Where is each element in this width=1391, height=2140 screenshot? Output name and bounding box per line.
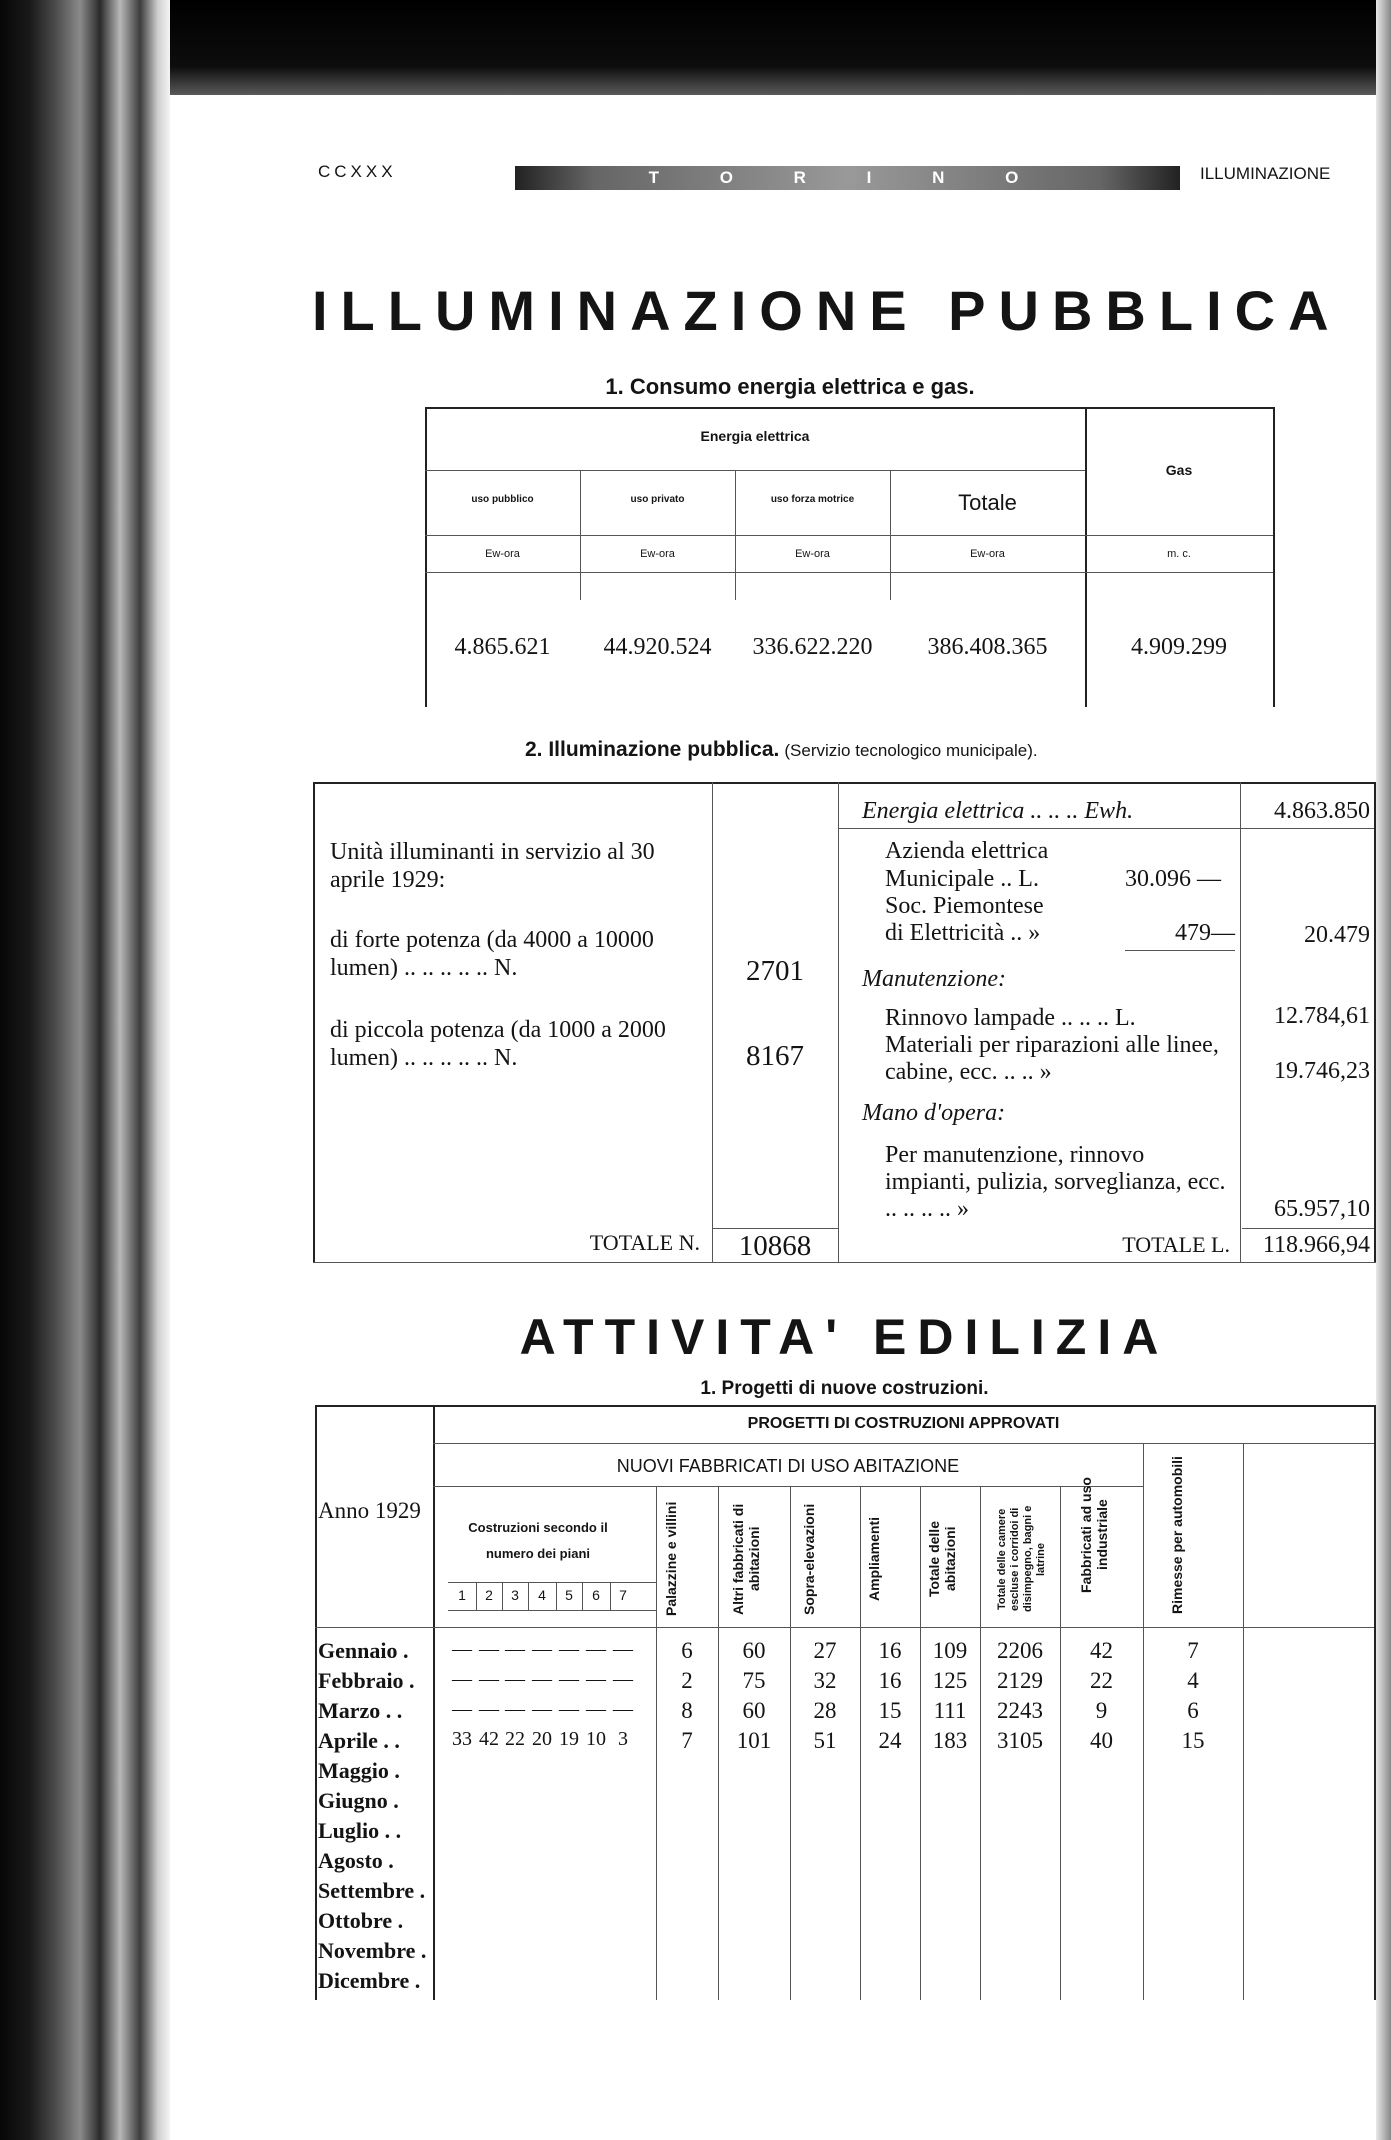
floor-divider	[610, 1582, 611, 1610]
floor-cell: —	[532, 1698, 552, 1720]
value-cell: 4	[1187, 1668, 1199, 1693]
elettricita-label: di Elettricità .. »	[885, 920, 1041, 946]
unit-4: Ew-ora	[970, 548, 1005, 560]
floor-cell: 10	[586, 1728, 606, 1750]
vertical-header: Rimesse per automobili	[1169, 1456, 1185, 1614]
month-label: Febbraio .	[318, 1668, 415, 1693]
vertical-header: Palazzine e villini	[663, 1501, 679, 1617]
floor-cell: 20	[532, 1728, 552, 1750]
value-cell: 2129	[997, 1668, 1043, 1693]
value-cell: 60	[742, 1698, 766, 1723]
month-label: Dicembre .	[318, 1968, 421, 1993]
vertical-header: Sopra-elevazioni	[801, 1503, 817, 1615]
value-totale: 386.408.365	[927, 634, 1048, 660]
municipale-value: 30.096 —	[1125, 866, 1221, 892]
azienda-label: Azienda elettrica	[885, 838, 1049, 864]
vertical-header: Altri fabbricati di abitazioni	[730, 1503, 762, 1615]
floor-number: 3	[511, 1587, 519, 1603]
value-cell: 60	[742, 1638, 766, 1663]
forte-potenza-value: 2701	[746, 955, 804, 987]
value-cell: 15	[1181, 1728, 1205, 1753]
value-cell: 42	[1090, 1638, 1113, 1663]
floor-cell: —	[479, 1638, 499, 1660]
rinnovo-value: 12.784,61	[1274, 1003, 1370, 1029]
col-totale: Totale	[958, 490, 1017, 515]
piccola-potenza-label: di piccola potenza (da 1000 a 2000 lumen) .. .. .. .. .. N.	[330, 1017, 666, 1071]
table2-title	[525, 738, 1185, 762]
floor-cell: —	[505, 1698, 525, 1720]
month-label: Luglio . .	[318, 1818, 402, 1843]
floor-cell: —	[532, 1668, 552, 1690]
floor-cell: —	[559, 1638, 579, 1660]
costruzioni-header: Costruzioni secondo il numero dei piani	[468, 1520, 608, 1561]
forte-potenza-label: di forte potenza (da 4000 a 10000 lumen) .. .. .. .. .. N.	[330, 927, 654, 981]
floor-number: 1	[458, 1587, 466, 1603]
table2-subtitle: (Servizio tecnologico municipale).	[784, 741, 1038, 760]
value-cell: 28	[813, 1698, 837, 1723]
scan-top-border	[0, 0, 1391, 95]
energia-value: 4.863.850	[1274, 798, 1370, 824]
floor-cell: 42	[479, 1728, 499, 1750]
month-label: Ottobre .	[318, 1908, 404, 1933]
value-cell: 6	[681, 1638, 693, 1663]
floor-number: 6	[592, 1587, 600, 1603]
piccola-potenza-value: 8167	[746, 1040, 804, 1072]
per-manutenzione-label: Per manutenzione, rinnovo impianti, pulizia, sorveglianza, ecc. .. .. .. .. »	[885, 1142, 1226, 1222]
col-uso-privato: uso privato	[630, 494, 685, 505]
floor-cell: —	[586, 1698, 606, 1720]
value-cell: 9	[1095, 1698, 1108, 1723]
vertical-header: Totale delle camere escluse i corridoi di disimpegno, bagni e latrine	[996, 1505, 1047, 1613]
floor-number: 7	[619, 1587, 627, 1603]
edilizia-subtitle: 1. Progetti di nuove costruzioni.	[700, 1378, 989, 1399]
section-label: ILLUMINAZIONE	[1200, 164, 1331, 183]
floor-cell: 22	[505, 1728, 525, 1750]
value-cell: 125	[932, 1668, 968, 1693]
floor-number: 4	[538, 1587, 546, 1603]
book-spine-shadow	[0, 0, 170, 2140]
value-uso-pubblico: 4.865.621	[454, 634, 551, 660]
floor-number: 2	[485, 1587, 493, 1603]
floor-divider	[556, 1582, 557, 1610]
materiali-value: 19.746,23	[1274, 1058, 1370, 1084]
floor-cell: 33	[452, 1728, 472, 1750]
energia-label: Energia elettrica .. .. .. Ewh.	[862, 798, 1134, 824]
floor-cell: —	[559, 1698, 579, 1720]
floor-cell: —	[586, 1668, 606, 1690]
header-band: T O R I N O	[515, 166, 1180, 190]
municipale-label: Municipale .. L.	[885, 866, 1039, 892]
value-cell: 16	[878, 1638, 902, 1663]
month-label: Giugno .	[318, 1788, 399, 1813]
table2-title-text: 2. Illuminazione pubblica.	[525, 738, 780, 761]
floor-cell: 3	[618, 1728, 628, 1750]
page-title: ILLUMINAZIONE PUBBLICA	[312, 279, 1342, 342]
month-label: Marzo . .	[318, 1698, 403, 1723]
unit-5: m. c.	[1167, 548, 1191, 560]
manutenzione-label: Manutenzione:	[862, 966, 1006, 992]
units-intro: Unità illuminanti in servizio al 30 aprile 1929:	[330, 839, 655, 893]
floor-cell: —	[613, 1668, 633, 1690]
unit-2: Ew-ora	[640, 548, 675, 560]
value-cell: 75	[742, 1668, 766, 1693]
month-label: Maggio .	[318, 1758, 400, 1783]
value-cell: 111	[933, 1698, 967, 1723]
rinnovo-label: Rinnovo lampade .. .. .. L.	[885, 1005, 1136, 1031]
anno-header: Anno 1929	[318, 1498, 421, 1523]
table1-title: 1. Consumo energia elettrica e gas.	[605, 374, 975, 399]
progetti-header: PROGETTI DI COSTRUZIONI APPROVATI	[747, 1415, 1060, 1432]
floor-cell: —	[586, 1638, 606, 1660]
scan-right-edge	[1376, 0, 1391, 2140]
floor-cell: —	[613, 1638, 633, 1660]
floor-divider	[502, 1582, 503, 1610]
col-forza-motrice: uso forza motrice	[770, 494, 855, 505]
per-manutenzione-value: 65.957,10	[1274, 1196, 1370, 1222]
elettricita-total: 20.479	[1304, 922, 1370, 948]
floor-divider	[528, 1582, 529, 1610]
floor-divider	[476, 1582, 477, 1610]
value-cell: 2	[681, 1668, 693, 1693]
value-cell: 101	[736, 1728, 772, 1753]
unit-1: Ew-ora	[485, 548, 520, 560]
floor-cell: —	[452, 1638, 472, 1660]
value-cell: 24	[878, 1728, 902, 1753]
vertical-header: Fabbricati ad uso industriale	[1077, 1477, 1110, 1593]
elettricita-value: 479—	[1175, 920, 1235, 946]
vertical-header: Ampliamenti	[866, 1517, 882, 1602]
page-number: CCXXX	[318, 162, 397, 181]
floor-cell: —	[559, 1668, 579, 1690]
value-cell: 8	[681, 1698, 693, 1723]
totale-n-value: 10868	[738, 1230, 812, 1262]
nuovi-fabbricati-header: NUOVI FABBRICATI DI USO ABITAZIONE	[616, 1456, 960, 1476]
totale-n-label: TOTALE N.	[589, 1230, 700, 1255]
floor-cell: —	[479, 1698, 499, 1720]
value-cell: 16	[878, 1668, 902, 1693]
value-cell: 2243	[997, 1698, 1043, 1723]
floor-divider	[582, 1582, 583, 1610]
month-label: Gennaio .	[318, 1638, 409, 1663]
column-divider	[1243, 1443, 1244, 2000]
value-cell: 32	[813, 1668, 837, 1693]
floor-number: 5	[565, 1587, 573, 1603]
month-label: Novembre .	[318, 1938, 427, 1963]
floor-cell: —	[452, 1698, 472, 1720]
soc-piemontese-label: Soc. Piemontese	[885, 893, 1044, 919]
value-cell: 51	[813, 1728, 837, 1753]
col-uso-pubblico: uso pubblico	[471, 494, 534, 505]
month-label: Aprile . .	[318, 1728, 400, 1753]
gas-header: Gas	[1165, 462, 1193, 478]
floor-cell: —	[532, 1638, 552, 1660]
vertical-header: Totale delle abitazioni	[926, 1521, 958, 1597]
value-cell: 27	[813, 1638, 837, 1663]
value-forza-motrice: 336.622.220	[752, 634, 873, 660]
value-cell: 183	[932, 1728, 968, 1753]
value-cell: 3105	[997, 1728, 1043, 1753]
energia-elettrica-header: Energia elettrica	[700, 428, 810, 444]
floor-cell: —	[505, 1668, 525, 1690]
floor-cell: —	[452, 1668, 472, 1690]
mano-opera-label: Mano d'opera:	[862, 1100, 1006, 1126]
value-cell: 6	[1187, 1698, 1199, 1723]
floor-cell: —	[613, 1698, 633, 1720]
value-uso-privato: 44.920.524	[603, 634, 712, 660]
value-gas: 4.909.299	[1131, 634, 1227, 660]
value-cell: 109	[932, 1638, 968, 1663]
floor-cell: 19	[559, 1728, 579, 1750]
materiali-label: Materiali per riparazioni alle linee, cabine, ecc. .. .. »	[885, 1032, 1219, 1085]
edilizia-title: ATTIVITA' EDILIZIA	[519, 1309, 1170, 1365]
floor-cell: —	[479, 1668, 499, 1690]
value-cell: 22	[1090, 1668, 1113, 1693]
month-label: Agosto .	[318, 1848, 394, 1873]
unit-3: Ew-ora	[795, 548, 830, 560]
value-cell: 40	[1090, 1728, 1113, 1753]
value-cell: 2206	[997, 1638, 1043, 1663]
month-label: Settembre .	[318, 1878, 426, 1903]
value-cell: 7	[1187, 1638, 1199, 1663]
value-cell: 7	[681, 1728, 693, 1753]
totale-l-value: 118.966,94	[1262, 1232, 1370, 1258]
value-cell: 15	[878, 1698, 902, 1723]
totale-l-label: TOTALE L.	[1122, 1232, 1230, 1257]
floor-cell: —	[505, 1638, 525, 1660]
